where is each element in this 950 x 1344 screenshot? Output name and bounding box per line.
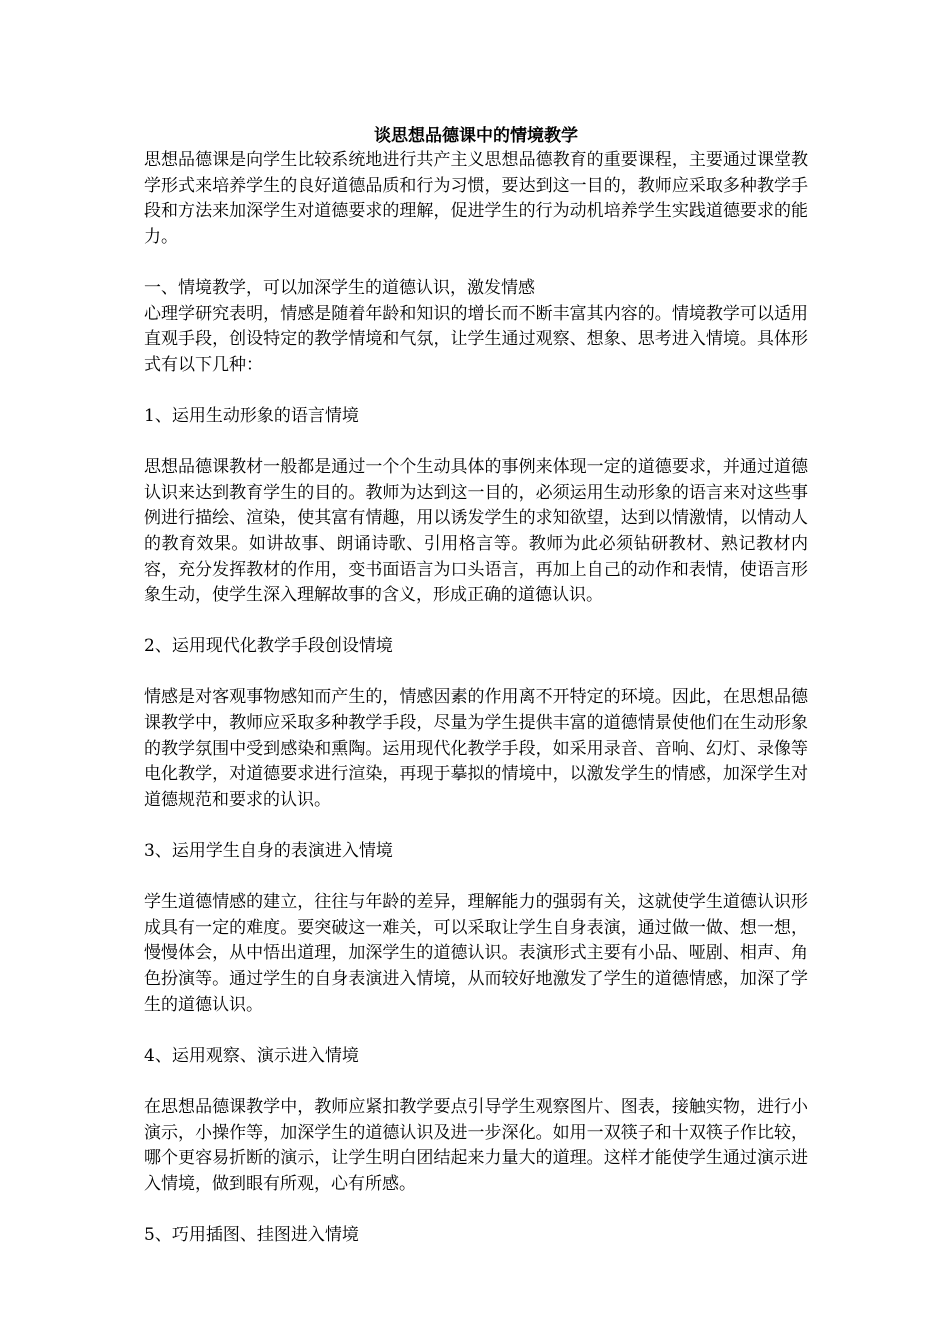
item-heading: 4、运用观察、演示进入情境 bbox=[144, 1045, 359, 1066]
item-heading: 5、巧用插图、挂图进入情境 bbox=[144, 1224, 359, 1245]
spacer bbox=[144, 865, 808, 891]
spacer bbox=[144, 1197, 808, 1223]
spacer bbox=[144, 378, 808, 404]
item-paragraph: 学生道德情感的建立，往往与年龄的差异，理解能力的强弱有关，这就使学生道德认识形成具有一定的难度。要突破这一难关，可以采取让学生自身表演，通过做一做、想一想，慢慢体会，从中悟出道理，加深学生的道德认识。表演形式主要有小品、哑剧、相声、角色扮演等。通过学生的自身表演进入情境，从而较好地激发了学生的道德情感，加深了学生的道德认识。 bbox=[144, 892, 808, 1015]
spacer bbox=[144, 250, 808, 276]
section-paragraph: 心理学研究表明，情感是随着年龄和知识的增长而不断丰富其内容的。情境教学可以适用直观手段，创设特定的教学情境和气氛，让学生通过观察、想象、思考进入情境。具体形式有以下几种： bbox=[144, 303, 808, 375]
item-paragraph: 在思想品德课教学中，教师应紧扣教学要点引导学生观察图片、图表，接触实物，进行小演示，小操作等，加深学生的道德认识及进一步深化。如用一双筷子和十双筷子作比较，哪个更容易折断的演示，让学生明白团结起来力量大的道理。这样才能使学生通过演示进入情境，做到眼有所观，心有所感。 bbox=[144, 1096, 808, 1194]
item-heading: 1、运用生动形象的语言情境 bbox=[144, 405, 359, 426]
item-paragraph: 思想品德课教材一般都是通过一个个生动具体的事例来体现一定的道德要求，并通过道德认识来达到教育学生的目的。教师为达到这一目的，必须运用生动形象的语言来对这些事例进行描绘、渲染，使其富有情趣，用以诱发学生的求知欲望，达到以情激情，以情动人的教育效果。如讲故事、朗诵诗歌、引用格言等。教师为此必须钻研教材、熟记教材内容，充分发挥教材的作用，变书面语言为口头语言，再加上自己的动作和表情，使语言形象生动，使学生深入理解故事的含义，形成正确的道德认识。 bbox=[144, 457, 808, 606]
item-heading: 3、运用学生自身的表演进入情境 bbox=[144, 841, 393, 862]
spacer bbox=[144, 813, 808, 839]
item-paragraph: 情感是对客观事物感知而产生的，情感因素的作用离不开特定的环境。因此，在思想品德课教学中，教师应采取多种教学手段，尽量为学生提供丰富的道德情景使他们在生动形象的教学氛围中受到感染和熏陶。运用现代化教学手段，如采用录音、音响、幻灯、录像等电化教学，对道德要求进行渲染，再现于摹拟的情境中，以激发学生的情感，加深学生对道德规范和要求的认识。 bbox=[144, 687, 808, 810]
spacer bbox=[144, 430, 808, 456]
spacer bbox=[144, 1069, 808, 1095]
document-title: 谈思想品德课中的情境教学 bbox=[374, 126, 578, 146]
item-heading: 2、运用现代化教学手段创设情境 bbox=[144, 636, 393, 657]
spacer bbox=[144, 660, 808, 686]
intro-paragraph: 思想品德课是向学生比较系统地进行共产主义思想品德教育的重要课程，主要通过课堂教学形式来培养学生的良好道德品质和行为习惯，要达到这一目的，教师应采取多种教学手段和方法来加深学生对道德要求的理解，促进学生的行为动机培养学生实践道德要求的能力。 bbox=[144, 150, 808, 247]
spacer bbox=[144, 1018, 808, 1044]
section-heading: 一、情境教学，可以加深学生的道德认识，激发情感 bbox=[144, 277, 535, 298]
spacer bbox=[144, 609, 808, 635]
document-page bbox=[144, 124, 808, 1249]
